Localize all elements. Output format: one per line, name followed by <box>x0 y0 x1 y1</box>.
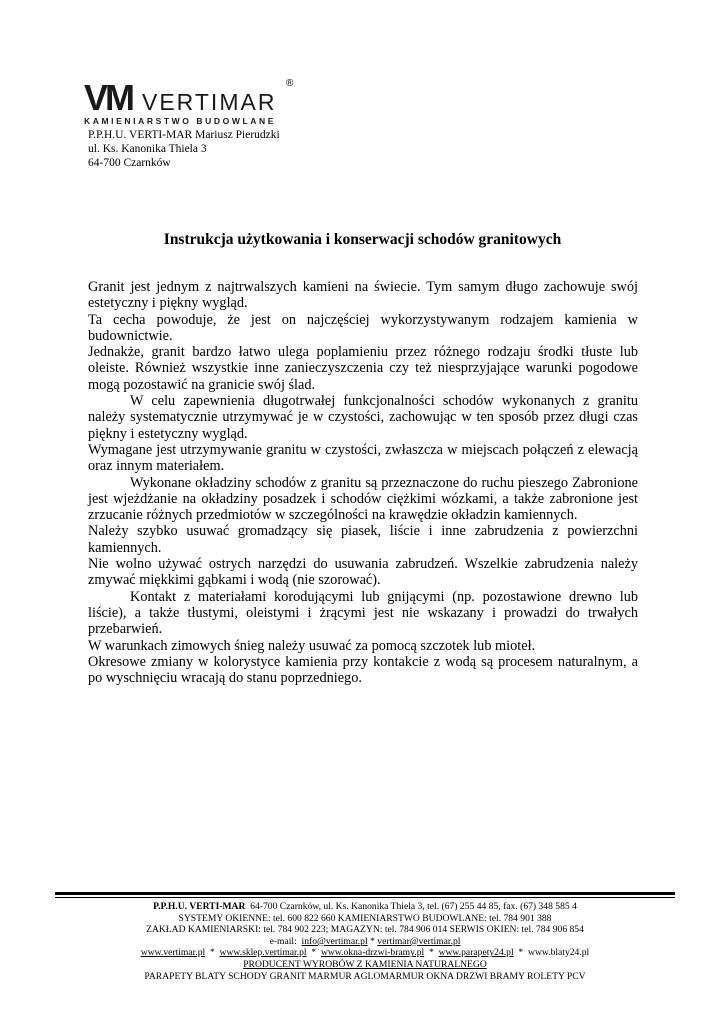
footer-divider-thin <box>55 897 675 898</box>
footer-line-phones-2: ZAKŁAD KAMIENIARSKI: tel. 784 902 223; MAGAZYN: tel. 784 906 014 SERWIS OKIEN: tel. 784 906 854 <box>146 924 584 936</box>
paragraph: Okresowe zmiany w kolorystyce kamienia przy kontakcie z wodą są procesem naturalnym, a po wyschnięciu wracają do stanu poprzedniego. <box>88 653 638 687</box>
email-label: e-mail: <box>269 935 297 947</box>
paragraph: Należy szybko usuwać gromadzący się piasek, liście i inne zabrudzenia z powierzchni kamiennych. <box>88 523 638 556</box>
footer-line-address <box>55 901 675 913</box>
paragraph: Nie wolno używać ostrych narzędzi do usuwania zabrudzeń. Wszelkie zabrudzenia należy zmywać miękkimi gąbkami i wodą (nie szorować). <box>88 556 638 589</box>
separator: * <box>311 947 317 959</box>
logo-tagline: KAMIENIARSTWO BUDOWLANE <box>84 116 277 126</box>
company-address <box>88 128 280 170</box>
footer-producer: PRODUCENT WYROBÓW Z KAMIENIA NATURALNEGO <box>243 958 487 970</box>
separator: * <box>518 947 524 959</box>
website-link[interactable]: www.blaty24.pl <box>528 947 590 959</box>
address-street: ul. Ks. Kanonika Thiela 3 <box>88 143 207 155</box>
page-footer <box>55 901 675 982</box>
paragraph: Wykonane okładziny schodów z granitu są przeznaczone do ruchu pieszego Zabronione jest wjeżdżanie na okładziny posadzek i schodów ciężkimi wózkami, a także zabronione jest zrzucanie różnych przedmiotów w szczególności na krawędzie okładzin kamiennych. <box>88 474 638 524</box>
website-link[interactable]: www.okna-drzwi-bramy.pl <box>320 947 425 959</box>
paragraph: Ta cecha powoduje, że jest on najczęściej wykorzystywanym rodzajem kamienia w budownictwie. <box>88 311 638 344</box>
paragraph: Granit jest jednym z najtrwalszych kamieni na świecie. Tym samym długo zachowuje swój estetyczny i piękny wygląd. <box>88 279 638 312</box>
website-link[interactable]: www.sklep.vertimar.pl <box>219 947 307 959</box>
footer-line-email <box>55 936 675 948</box>
logo-mark: VM <box>84 77 132 118</box>
registered-mark: ® <box>286 78 294 89</box>
document-title: Instrukcja użytkowania i konserwacji schodów granitowych <box>163 231 562 248</box>
logo-name: VERTIMAR <box>142 89 277 115</box>
paragraph: Kontakt z materiałami korodującymi lub gnijącymi (np. pozostawione drewno lub liście), a także tłustymi, oleistymi i żrącymi jest nie wskazany i prowadzi do trwałych przebarwień. <box>88 588 638 638</box>
address-company: P.P.H.U. VERTI-MAR Mariusz Pierudzki <box>88 129 280 141</box>
separator: * <box>370 935 375 947</box>
document-body <box>88 279 638 686</box>
website-link[interactable]: www.vertimar.pl <box>140 947 206 959</box>
footer-divider <box>55 892 675 895</box>
separator: * <box>209 947 215 959</box>
website-link[interactable]: www.parapety24.pl <box>438 947 514 959</box>
email-link-vertimar[interactable]: vertimar@vertimar.pl <box>377 935 461 947</box>
email-link-info[interactable]: info@vertimar.pl <box>301 935 368 947</box>
company-logo <box>84 77 299 130</box>
paragraph: Wymagane jest utrzymywanie granitu w czystości, zwłaszcza w miejscach połączeń z elewacją oraz innym materiałem. <box>88 441 638 475</box>
footer-line-websites <box>55 947 675 959</box>
footer-address: 64-700 Czarnków, ul. Ks. Kanonika Thiela 3, tel. (67) 255 44 85, fax. (67) 348 585 4 <box>250 901 577 912</box>
paragraph: W celu zapewnienia długotrwałej funkcjonalności schodów wykonanych z granitu należy systematycznie utrzymywać je w czystości, zachowując w ten sposób przez długi czas piękny i estetyczny wygląd. <box>88 393 638 442</box>
footer-products: PARAPETY BLATY SCHODY GRANIT MARMUR AGLOMARMUR OKNA DRZWI BRAMY ROLETY PCV <box>144 970 586 982</box>
footer-line-phones: SYSTEMY OKIENNE: tel. 600 822 660 KAMIENIARSTWO BUDOWLANE: tel. 784 901 388 <box>178 912 552 924</box>
separator: * <box>428 947 434 959</box>
paragraph: Jednakże, granit bardzo łatwo ulega poplamieniu przez różnego rodzaju środki tłuste lub oleiste. Również wszystkie inne zanieczyszczenia czy też niesprzyjające warunki pogodowe mogą pozostawić na granicie swój ślad. <box>88 344 638 393</box>
address-city: 64-700 Czarnków <box>88 157 171 169</box>
footer-company: P.P.H.U. VERTI-MAR <box>153 901 246 912</box>
paragraph: W warunkach zimowych śnieg należy usuwać za pomocą szczotek lub mioteł. <box>88 637 536 654</box>
